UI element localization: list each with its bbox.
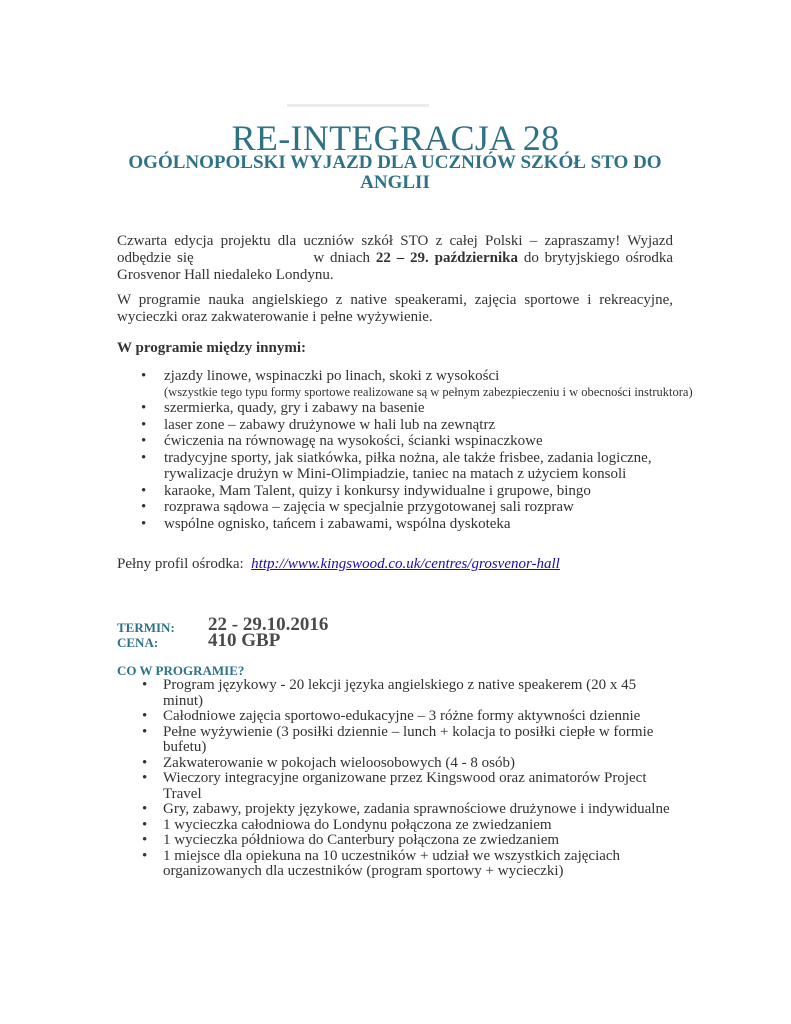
list-item: • szermierka, quady, gry i zabawy na basenie	[164, 400, 724, 417]
program-paragraph: W programie nauka angielskiego z native speakerami, zajęcia sportowe i rekreacyjne, wycieczki oraz zakwaterowanie i pełne wyżywienie.	[117, 292, 673, 325]
list-item: • wspólne ognisko, tańcem i zabawami, wspólna dyskoteka	[164, 516, 724, 533]
termin-value: 22 - 29.10.2016	[208, 614, 329, 635]
list-item: • zjazdy linowe, wspinaczki po linach, skoki z wysokości (wszystkie tego typu formy sportowe realizowane są w pełnym zabezpieczeniu i w obecności instruktora)	[164, 368, 724, 400]
list-item: • Zakwaterowanie w pokojach wieloosobowych (4 - 8 osób)	[163, 756, 673, 772]
page-title: RE-INTEGRACJA 28	[231, 118, 560, 158]
profile-line	[117, 556, 560, 573]
list-item: • tradycyjne sporty, jak siatkówka, piłka nożna, ale także frisbee, zadania logiczne, rywalizacje drużyn w Mini-Olimpiadzie, taniec na matach z użyciem konsoli	[164, 450, 724, 483]
list-item: • Pełne wyżywienie (3 posiłki dziennie – lunch + kolacja to posiłki ciepłe w formie bufetu)	[163, 725, 673, 756]
page-subtitle: OGÓLNOPOLSKI WYJAZD DLA UCZNIÓW SZKÓŁ STO DO ANGLII	[128, 152, 662, 193]
cena-label: CENA:	[117, 635, 159, 650]
intro-text-b: w dniach	[313, 250, 371, 266]
cena-value: 410 GBP	[208, 630, 281, 651]
list-item: • 1 wycieczka półdniowa do Canterbury połączona ze zwiedzaniem	[163, 833, 673, 849]
intro-text-a: Czwarta edycja projektu dla uczniów szkół STO z całej Polski – zapraszamy! Wyjazd odbędzie się	[117, 233, 673, 266]
intro-paragraph	[117, 233, 673, 284]
safety-note: (wszystkie tego typu formy sportowe realizowane są w pełnym zabezpieczeniu i w obecności instruktora)	[164, 384, 693, 399]
list-item: • Wieczory integracyjne organizowane przez Kingswood oraz animatorów Project Travel	[163, 771, 673, 802]
termin-label: TERMIN:	[117, 620, 175, 635]
list-item: • ćwiczenia na równowagę na wysokości, ścianki wspinaczkowe	[164, 433, 724, 450]
included-list	[117, 678, 723, 880]
program-heading: W programie między innymi:	[117, 340, 307, 356]
list-item: • Program językowy - 20 lekcji języka angielskiego z native speakerem (20 x 45 minut)	[163, 678, 673, 709]
list-item: • laser zone – zabawy drużynowe w hali lub na zewnątrz	[164, 417, 724, 434]
profile-link[interactable]: http://www.kingswood.co.uk/centres/grosvenor-hall	[251, 556, 560, 572]
list-item: • 1 wycieczka całodniowa do Londynu połączona ze zwiedzaniem	[163, 818, 673, 834]
list-item: • Gry, zabawy, projekty językowe, zadania sprawnościowe drużynowe i indywidualne	[163, 802, 673, 818]
intro-dates: 22 – 29. października	[375, 250, 518, 266]
list-item: • karaoke, Mam Talent, quizy i konkursy indywidualne i grupowe, bingo	[164, 483, 724, 500]
list-item: • 1 miejsce dla opiekuna na 10 uczestników + udział we wszystkich zajęciach organizowanych dla uczestników (program sportowy + wycieczki)	[163, 849, 673, 880]
list-item: • rozprawa sądowa – zajęcia w specjalnie przygotowanej sali rozpraw	[164, 499, 724, 516]
intro-text-c: do brytyjskiego ośrodka Grosvenor Hall niedaleko Londynu.	[117, 250, 673, 283]
profile-label: Pełny profil ośrodka:	[117, 556, 244, 572]
co-w-programie-heading: CO W PROGRAMIE?	[117, 663, 245, 678]
program-list	[117, 368, 724, 532]
list-item: • Całodniowe zajęcia sportowo-edukacyjne – 3 różne formy aktywności dziennie	[163, 709, 673, 725]
top-rule	[287, 104, 429, 107]
